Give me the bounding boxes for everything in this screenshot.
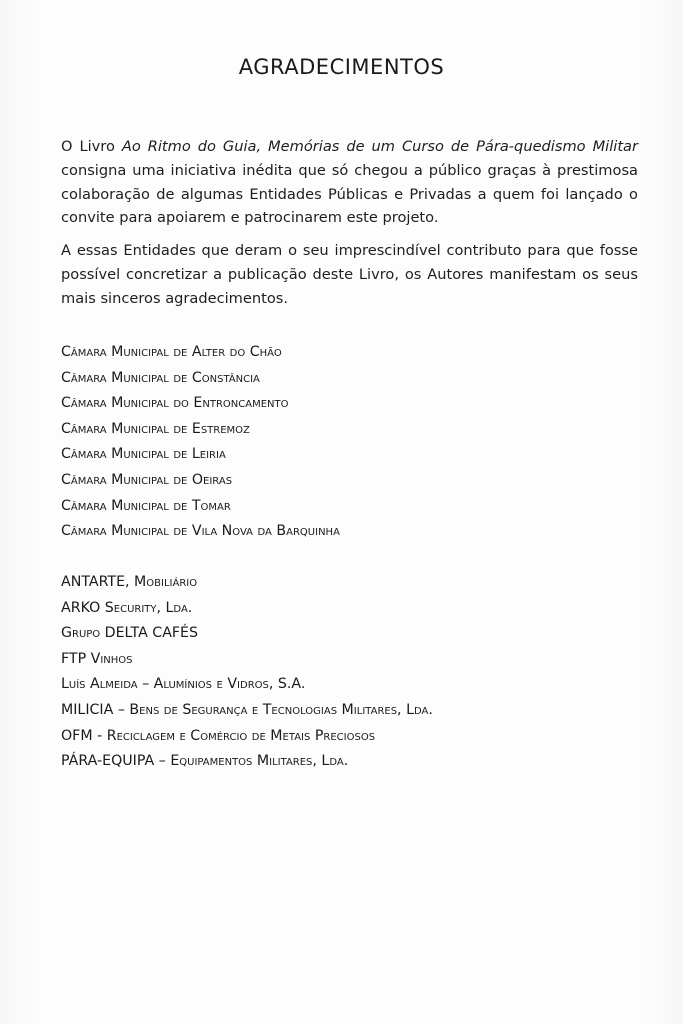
list-item: Câmara Municipal de Estremoz xyxy=(61,420,250,437)
list-item: PÁRA-EQUIPA – Equipamentos Militares, Lda. xyxy=(61,753,349,770)
intro-paragraph xyxy=(61,135,638,230)
list-item: Câmara Municipal de Alter do Chão xyxy=(61,344,282,360)
list-item: MILICIA – Bens de Segurança e Tecnologias Militares, Lda. xyxy=(61,701,433,718)
list-item: ARKO Security, Lda. xyxy=(61,599,193,616)
list-item: Câmara Municipal do Entroncamento xyxy=(61,395,289,412)
page-title: AGRADECIMENTOS xyxy=(238,55,445,79)
list-item: Câmara Municipal de Leiria xyxy=(61,446,226,463)
book-title: Ao Ritmo do Guia, Memórias de um Curso de Pára-quedismo Militar xyxy=(121,138,638,155)
thanks-paragraph: A essas Entidades que deram o seu imprescindível contributo para que fosse possível concretizar a publicação deste Livro, os Autores manifestam os seus mais sinceros agradecimentos. xyxy=(61,242,638,307)
intro-paragraph-end: consigna uma iniciativa inédita que só chegou a público graças à prestimosa colaboração de algumas Entidades Públicas e Privadas a quem foi lançado o convite para apoiarem e patrocinarem este projeto. xyxy=(61,161,638,227)
list-item: FTP Vinhos xyxy=(61,650,133,667)
list-item: ANTARTE, Mobiliário xyxy=(61,574,198,590)
list-item: Câmara Municipal de Constância xyxy=(61,369,260,386)
private-entities-list xyxy=(61,570,433,775)
list-item: Câmara Municipal de Tomar xyxy=(61,497,231,514)
public-entities-list xyxy=(61,340,340,545)
list-item: Câmara Municipal de Oeiras xyxy=(61,471,233,488)
list-item: OFM - Reciclagem e Comércio de Metais Preciosos xyxy=(61,727,376,744)
list-item: Grupo DELTA CAFÉS xyxy=(61,625,199,642)
list-item: Luís Almeida – Alumínios e Vidros, S.A. xyxy=(61,676,306,693)
list-item: Câmara Municipal de Vila Nova da Barquinha xyxy=(61,523,340,540)
intro-paragraph-start: O Livro xyxy=(61,138,122,155)
